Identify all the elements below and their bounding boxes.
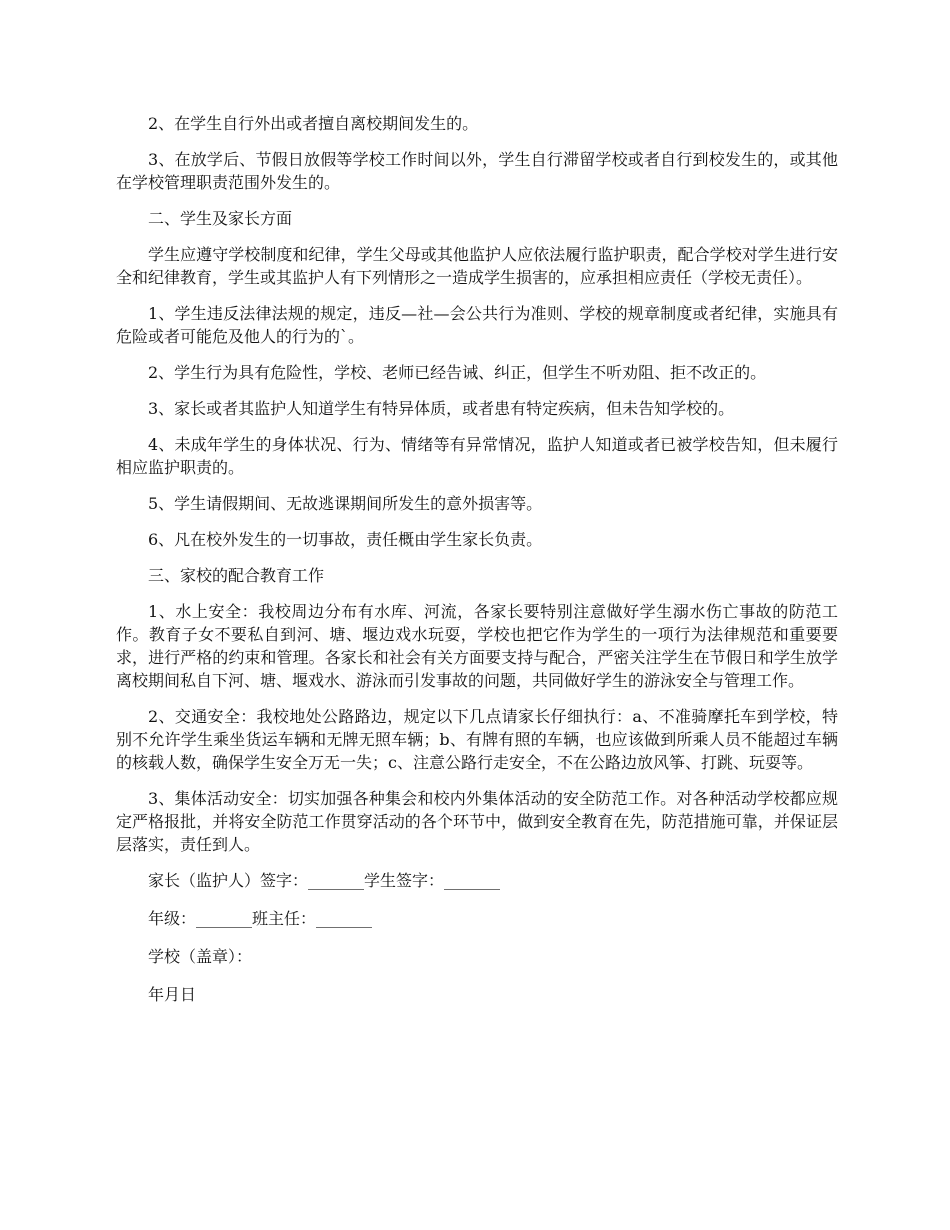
paragraph-water-safety: 1、水上安全：我校周边分布有水库、河流，各家长要特别注意做好学生溺水伤亡事故的防范工作。教育子女不要私自到河、塘、堰边戏水玩耍，学校也把它作为学生的一项行为法律规范和重要要求，进行严格的约束和管理。各家长和社会有关方面要支持与配合，严密关注学生在节假日和学生放学离校期间私自下河、塘、堰戏水、游泳而引发事故的问题，共同做好学生的游泳安全与管理工作。: [116, 602, 838, 690]
paragraph-student-item-1: 1、学生违反法律法规的规定，违反—社—会公共行为准则、学校的规章制度或者纪律，实施具有危险或者可能危及他人的行为的`。: [116, 304, 838, 346]
paragraph-item-2: 2、在学生自行外出或者擅自离校期间发生的。: [148, 114, 479, 133]
paragraph-student-item-2: 2、学生行为具有危险性，学校、老师已经告诫、纠正，但学生不听劝阻、拒不改正的。: [148, 363, 767, 382]
paragraph-student-item-6: 6、凡在校外发生的一切事故，责任概由学生家长负责。: [148, 530, 543, 549]
signature-line-school-seal: 学校（盖章）：: [148, 947, 253, 966]
signature-line-date: 年月日: [148, 985, 197, 1004]
paragraph-traffic-safety: 2、交通安全：我校地处公路路边，规定以下几点请家长仔细执行：a、不准骑摩托车到学校，特别不允许学生乘坐货运车辆和无牌无照车辆；b、有牌有照的车辆，也应该做到所乘人员不能超过车辆的核载人数，确保学生安全万无一失；c、注意公路行走安全，不在公路边放风筝、打跳、玩耍等。: [116, 707, 838, 772]
signature-line-parent-student: 家长（监护人）签字：_______学生签字：_______: [148, 871, 501, 890]
section-heading-cooperation: 三、家校的配合教育工作: [148, 566, 325, 585]
paragraph-student-item-5: 5、学生请假期间、无故逃课期间所发生的意外损害等。: [148, 494, 543, 513]
paragraph-group-activity-safety: 3、集体活动安全：切实加强各种集会和校内外集体活动的安全防范工作。对各种活动学校都应规定严格报批，并将安全防范工作贯穿活动的各个环节中，做到安全教育在先，防范措施可靠，并保证层层落实，责任到人。: [116, 789, 838, 854]
paragraph-student-item-3: 3、家长或者其监护人知道学生有特异体质，或者患有特定疾病，但未告知学校的。: [148, 399, 735, 418]
document-body: [116, 112, 838, 1021]
paragraph-students-intro: 学生应遵守学校制度和纪律，学生父母或其他监护人应依法履行监护职责，配合学校对学生进行安全和纪律教育，学生或其监护人有下列情形之一造成学生损害的，应承担相应责任（学校无责任）。: [116, 245, 838, 287]
signature-line-grade-teacher: 年级：_______班主任：_______: [148, 909, 373, 928]
paragraph-student-item-4: 4、未成年学生的身体状况、行为、情绪等有异常情况，监护人知道或者已被学校告知，但未履行相应监护职责的。: [116, 435, 838, 477]
section-heading-students-parents: 二、学生及家长方面: [148, 209, 293, 228]
paragraph-item-3: 3、在放学后、节假日放假等学校工作时间以外，学生自行滞留学校或者自行到校发生的，或其他在学校管理职责范围外发生的。: [116, 150, 838, 192]
